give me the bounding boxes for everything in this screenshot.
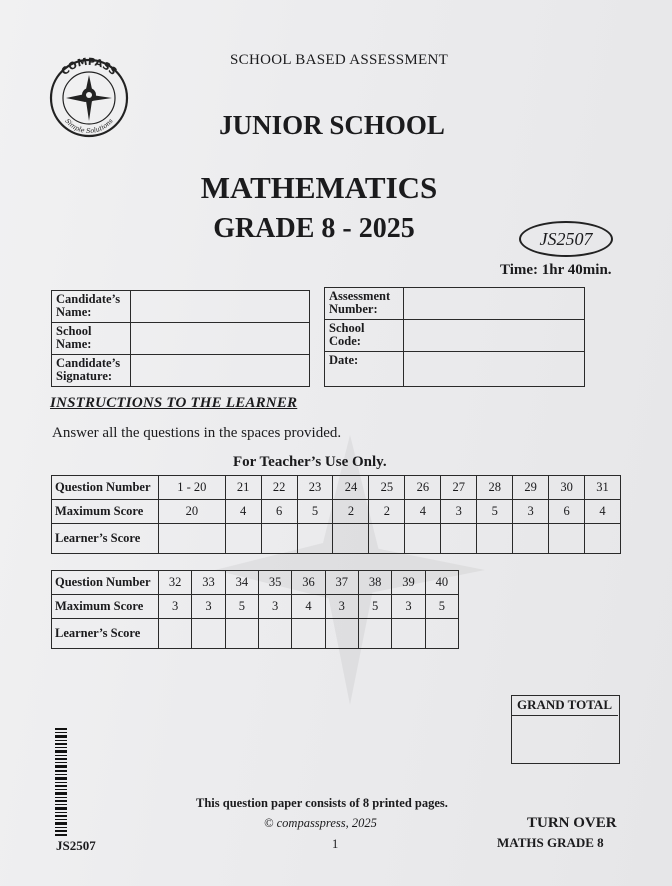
score-table-2 [51, 570, 459, 649]
barcode-icon [55, 728, 67, 836]
learner-score-cell[interactable] [358, 619, 391, 649]
question-number-cell: 26 [405, 476, 441, 500]
question-number-cell: 23 [297, 476, 333, 500]
teacher-use-heading: For Teacher’s Use Only. [233, 454, 387, 470]
max-score-cell: 4 [585, 500, 621, 524]
learner-score-cell[interactable] [225, 619, 258, 649]
question-number-cell: 40 [425, 571, 458, 595]
question-number-cell: 39 [392, 571, 425, 595]
max-score-cell: 3 [325, 595, 358, 619]
svg-text:COMPASS [60, 57, 119, 78]
question-number-cell: 38 [358, 571, 391, 595]
candidate-name-field[interactable] [131, 291, 310, 323]
paper-code-badge: JS2507 [519, 221, 613, 257]
table-row [52, 291, 310, 323]
table-row [52, 476, 621, 500]
max-score-cell: 4 [405, 500, 441, 524]
table-row [52, 595, 459, 619]
grade-title: GRADE 8 - 2025 [213, 213, 415, 244]
max-score-cell: 2 [369, 500, 405, 524]
max-score-cell: 3 [159, 595, 192, 619]
row-label: Question Number [52, 571, 159, 595]
assessment-number-field[interactable] [404, 288, 585, 320]
max-score-cell: 3 [192, 595, 225, 619]
max-score-cell: 3 [513, 500, 549, 524]
grand-total-label: GRAND TOTAL [511, 695, 618, 716]
max-score-cell: 5 [425, 595, 458, 619]
school-code-field[interactable] [404, 320, 585, 352]
date-label: Date: [325, 352, 404, 387]
question-number-cell: 31 [585, 476, 621, 500]
max-score-cell: 5 [297, 500, 333, 524]
learner-score-cell[interactable] [292, 619, 325, 649]
learner-score-cell[interactable] [261, 524, 297, 554]
logo-brand-text: COMPASS [59, 57, 119, 78]
learner-score-cell[interactable] [159, 619, 192, 649]
school-name-field[interactable] [131, 323, 310, 355]
learner-score-cell[interactable] [425, 619, 458, 649]
learner-score-cell[interactable] [549, 524, 585, 554]
turn-over-text: TURN OVER [527, 815, 617, 831]
question-number-cell: 30 [549, 476, 585, 500]
max-score-cell: 6 [261, 500, 297, 524]
candidate-signature-field[interactable] [131, 355, 310, 387]
question-number-cell: 32 [159, 571, 192, 595]
candidate-info-table [51, 290, 310, 387]
table-row [52, 500, 621, 524]
row-label: Question Number [52, 476, 159, 500]
learner-score-cell[interactable] [258, 619, 291, 649]
question-number-cell: 1 - 20 [159, 476, 226, 500]
max-score-cell: 3 [258, 595, 291, 619]
date-field[interactable] [404, 352, 585, 387]
score-table-1 [51, 475, 621, 554]
candidate-name-label: Candidate’s Name: [52, 291, 131, 323]
assessment-number-label: Assessment Number: [325, 288, 404, 320]
row-label: Learner’s Score [52, 524, 159, 554]
learner-score-cell[interactable] [392, 619, 425, 649]
row-label: Maximum Score [52, 500, 159, 524]
max-score-cell: 6 [549, 500, 585, 524]
grand-total-field[interactable] [512, 716, 617, 761]
question-number-cell: 27 [441, 476, 477, 500]
question-number-cell: 22 [261, 476, 297, 500]
learner-score-cell[interactable] [159, 524, 226, 554]
learner-score-cell[interactable] [297, 524, 333, 554]
max-score-cell: 4 [292, 595, 325, 619]
assessment-info-table [324, 287, 585, 387]
instructions-heading: INSTRUCTIONS TO THE LEARNER [50, 395, 298, 411]
pages-note: This question paper consists of 8 printed pages. [196, 796, 448, 810]
table-row [52, 323, 310, 355]
table-row [52, 619, 459, 649]
learner-score-cell[interactable] [477, 524, 513, 554]
max-score-cell: 3 [441, 500, 477, 524]
logo-tagline-text: Simple Solutions [63, 117, 115, 136]
table-row [52, 355, 310, 387]
question-number-cell: 28 [477, 476, 513, 500]
learner-score-cell[interactable] [192, 619, 225, 649]
question-number-cell: 29 [513, 476, 549, 500]
school-name-label: School Name: [52, 323, 131, 355]
max-score-cell: 5 [225, 595, 258, 619]
learner-score-cell[interactable] [405, 524, 441, 554]
question-number-cell: 35 [258, 571, 291, 595]
learner-score-cell[interactable] [441, 524, 477, 554]
question-number-cell: 37 [325, 571, 358, 595]
max-score-cell: 5 [358, 595, 391, 619]
candidate-signature-label: Candidate’s Signature: [52, 355, 131, 387]
max-score-cell: 4 [225, 500, 261, 524]
table-row [325, 352, 585, 387]
learner-score-cell[interactable] [513, 524, 549, 554]
school-code-label: School Code: [325, 320, 404, 352]
question-number-cell: 25 [369, 476, 405, 500]
table-row [325, 320, 585, 352]
table-row [325, 288, 585, 320]
max-score-cell: 2 [333, 500, 369, 524]
learner-score-cell[interactable] [585, 524, 621, 554]
instructions-text: Answer all the questions in the spaces provided. [52, 425, 342, 441]
subject-footer: MATHS GRADE 8 [497, 835, 604, 850]
table-row [52, 571, 459, 595]
page-number: 1 [332, 837, 339, 851]
max-score-cell: 3 [392, 595, 425, 619]
max-score-cell: 5 [477, 500, 513, 524]
learner-score-cell[interactable] [325, 619, 358, 649]
question-number-cell: 21 [225, 476, 261, 500]
learner-score-cell[interactable] [369, 524, 405, 554]
question-number-cell: 33 [192, 571, 225, 595]
table-row [52, 524, 621, 554]
question-number-cell: 36 [292, 571, 325, 595]
max-score-cell: 20 [159, 500, 226, 524]
subject-title: MATHEMATICS [200, 170, 438, 205]
assessment-type: SCHOOL BASED ASSESSMENT [230, 52, 449, 68]
row-label: Learner’s Score [52, 619, 159, 649]
question-number-cell: 34 [225, 571, 258, 595]
learner-score-cell[interactable] [225, 524, 261, 554]
learner-score-cell[interactable] [333, 524, 369, 554]
exam-duration: Time: 1hr 40min. [500, 262, 612, 278]
row-label: Maximum Score [52, 595, 159, 619]
school-level-title: JUNIOR SCHOOL [219, 110, 445, 140]
barcode-text: JS2507 [56, 838, 96, 853]
copyright-text: © compasspress, 2025 [264, 816, 377, 830]
question-number-cell: 24 [333, 476, 369, 500]
